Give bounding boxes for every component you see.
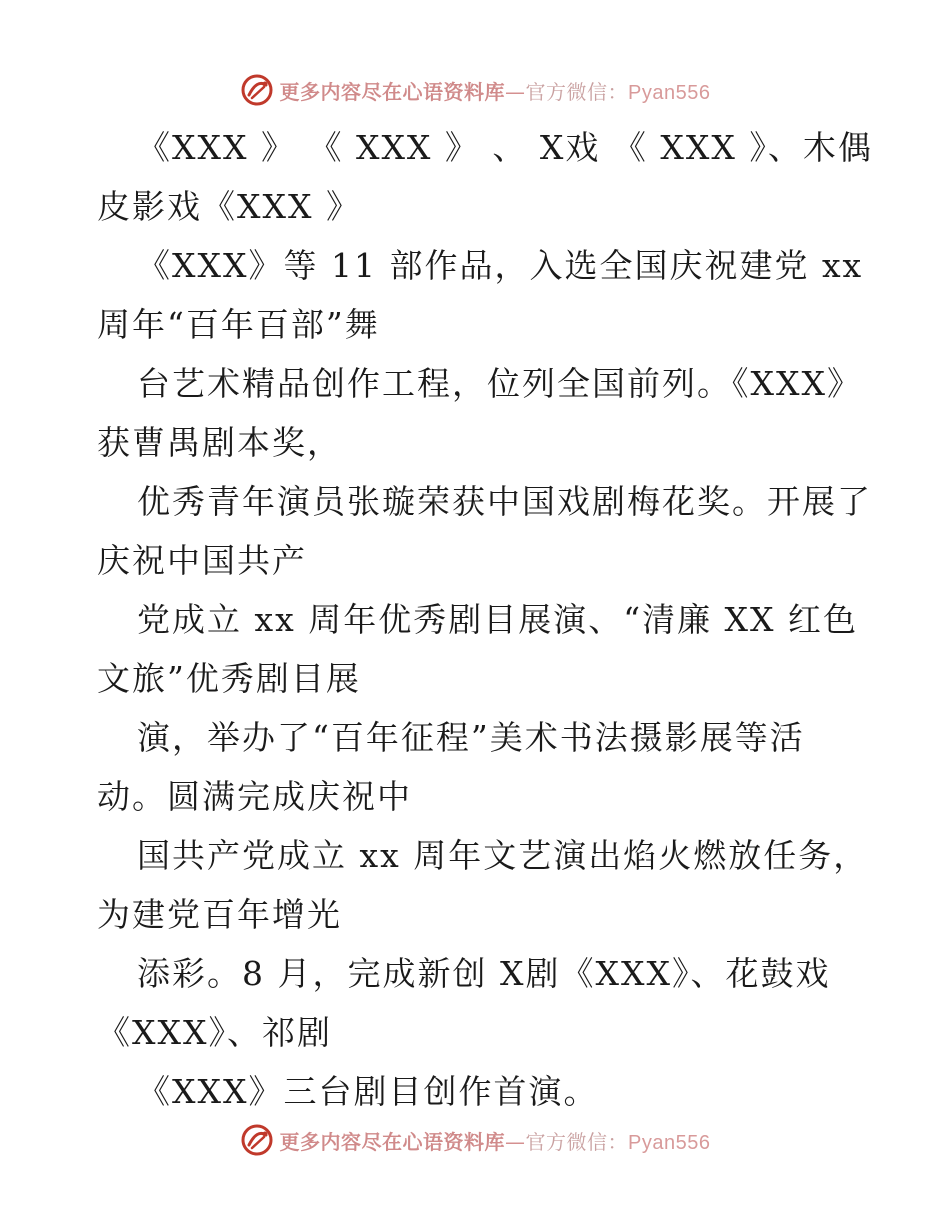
header-banner-handle: Pyan556: [628, 81, 711, 104]
body-line: 国共产党成立 xx 周年文艺演出焰火燃放任务，: [137, 836, 869, 875]
footer-banner-handle: Pyan556: [628, 1131, 711, 1154]
brand-logo-icon: [240, 1123, 274, 1157]
footer-banner-text: [280, 1126, 711, 1155]
document-body: [97, 118, 873, 1121]
body-line: 文旅”优秀剧目展: [97, 659, 361, 698]
body-line: 获曹禺剧本奖，: [97, 423, 342, 462]
header-banner-wechat-label: 官方微信：: [525, 79, 629, 104]
header-banner: [0, 70, 950, 110]
body-line: 优秀青年演员张璇荣获中国戏剧梅花奖。开展了: [137, 482, 872, 521]
body-line: 为建党百年增光: [97, 895, 342, 934]
footer-banner-dash: —: [505, 1129, 526, 1154]
body-line: 《XXX》、祁剧: [97, 1013, 332, 1052]
footer-banner-inner: [240, 1123, 711, 1157]
header-banner-text: [280, 76, 711, 105]
footer-banner-wechat-label: 官方微信：: [525, 1129, 629, 1154]
body-line: 《XXX》三台剧目创作首演。: [137, 1072, 599, 1111]
header-banner-main: 更多内容尽在心语资料库: [279, 79, 506, 104]
body-line: 台艺术精品创作工程，位列全国前列。《XXX》: [137, 364, 862, 403]
body-line: 添彩。8 月，完成新创 X剧《XXX》、花鼓戏: [137, 954, 831, 993]
body-line: 党成立 xx 周年优秀剧目展演、“清廉 XX 红色: [137, 600, 859, 639]
body-line: 《XXX》等 11 部作品，入选全国庆祝建党 xx: [137, 246, 864, 285]
brand-logo-icon: [240, 73, 274, 107]
body-line: 《XXX 》 《 XXX 》 、 X戏 《 XXX 》、木偶: [137, 128, 873, 167]
body-line: 周年“百年百部”舞: [97, 305, 380, 344]
body-line: 庆祝中国共产: [97, 541, 307, 580]
body-line: 演，举办了“百年征程”美术书法摄影展等活: [137, 718, 805, 757]
header-banner-inner: [240, 73, 711, 107]
body-line: 皮影戏《XXX 》: [97, 187, 361, 226]
body-line: 动。圆满完成庆祝中: [97, 777, 412, 816]
footer-banner: [0, 1120, 950, 1160]
footer-banner-main: 更多内容尽在心语资料库: [279, 1129, 506, 1154]
header-banner-dash: —: [505, 79, 526, 104]
